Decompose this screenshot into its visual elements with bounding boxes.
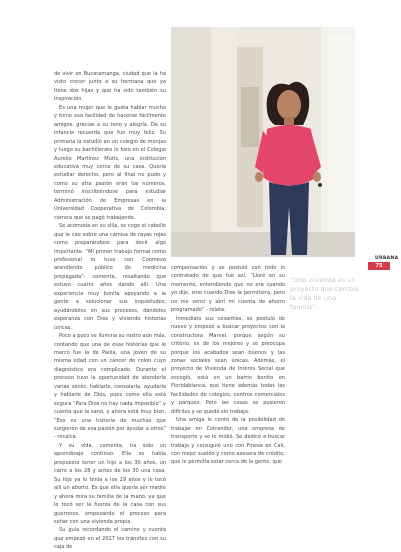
- paragraph: compensación y se postuló con todo lo contratado de que fue así, “Lloré en su momento, entendiendo que no era cuando yo dije, sino cuando Dios la permitiera, pero no me vencí y abrí mi cuenta de ahorro programado” - relata.: [171, 265, 285, 314]
- portrait-photo: [171, 27, 355, 257]
- paragraph: de vivir en Bucaramanga, ciudad que la ha visto crecer junto a su hermana que ya tiene dos hijas y que ha sido también su inspiración.: [54, 71, 166, 103]
- paragraph: Se acomoda en su silla, se coge el cabello que le cae sobre una camisa de rayas rojas como preparándose para decir algo importante. “Mi primer trabajo formal como profesional lo tuve con Coomeva atendiendo público de medicina prepagada”- comenta, resaltando que estuvo cuatro años dando allí. Una experiencia muy bonita apoyando a la gente a solucionar sus inquietudes, ayudándoles en sus procesos, dándoles esperanza con Dios y viviendo historias únicas.: [54, 223, 166, 331]
- pull-quote: “Una vivienda es un proyecto que cambia la vida de una familia”.: [290, 276, 359, 311]
- paragraph: Una amiga le contó de la posibilidad de trabajar en Cotrandor, una empresa de transporte y se le midió. Se dedicó a buscar trabajo y consiguió uno con Finesa en Cali, con mejor sueldo y como asesora de crédito, que le permitía estar cerca de la gente, que: [171, 417, 285, 466]
- portrait-illustration: [171, 27, 355, 257]
- middle-text-column: [171, 264, 285, 467]
- section-label: URBANA: [375, 256, 399, 261]
- paragraph: Es una mujer que le gusta hablar mucho y tiene esa facilidad de hacerse fácilmente amigos, gracias a su tono y alegría. De su infancia recuerda que fue muy feliz. Su primaria la estudió en un colegio de monjas y luego su bachillerato lo hizo en el Colegio Aurelio Martínez Mutis, una institución educativa muy cerca de su casa. Quería estudiar derecho, pero al final no pudo y como su otra pasión eran los números, terminó inscribiéndose para estudiar Administración de Empresas en la Universidad Cooperativa de Colombia, carrera que se pagó trabajando.: [54, 104, 166, 221]
- paragraph: Su guía recordando el camino y cuenta que empezó en el 2017 los trámites con su caja de: [54, 527, 166, 551]
- paragraph: Poco a poco se ilumina su rostro aún más, contando que una de esas historias que le marcó fue la de Paola, una joven de su misma edad con un cáncer de colon cuyo diagnóstico era complicado. Durante el proceso tuvo la oportunidad de atenderla varias veces, hablarle, consolarla, ayudarla y hablarle de Dios, pues como ella está segura “Para Dios no hay nada imposible” y cuenta que la sanó, y ahora está muy bien. “Eso es una historia de muchas que surgieron de esa pasión por ayudar a otros” - recalca.: [54, 333, 166, 441]
- paragraph: Y su vida, comenta, ha sido un aprendizaje continuo. Ella se había propuesto tener un hijo a los 30 años, un carro a los 28 y antes de los 30 una casa. Su hijo ya lo tenía a los 29 años y le tocó allí un aborto. Es que ella quería ser madre y ahora mira su familia de la mano, ya que le tocó ser la fuerza de la casa con sus guerreros, empezando el proceso para soñar con una vivienda propia.: [54, 442, 166, 526]
- page-number: 75: [368, 262, 390, 270]
- paragraph: Inmediato sus cesantías, se postuló de nuevo y empezó a buscar proyectos con la constructora Marval, porque según su criterio, es de los mejores y se preocupa porque los acabados sean buenos y las zonas sociales sean únicas. Además, el proyecto de Vivienda de Interés Social que escogió, está en un barrio bonito en Floridablanca, que tiene además todas las facilidades de colegios, centros comerciales y parques. Pero las cosas se pusieron difíciles y se quedó sin trabajo.: [171, 315, 285, 415]
